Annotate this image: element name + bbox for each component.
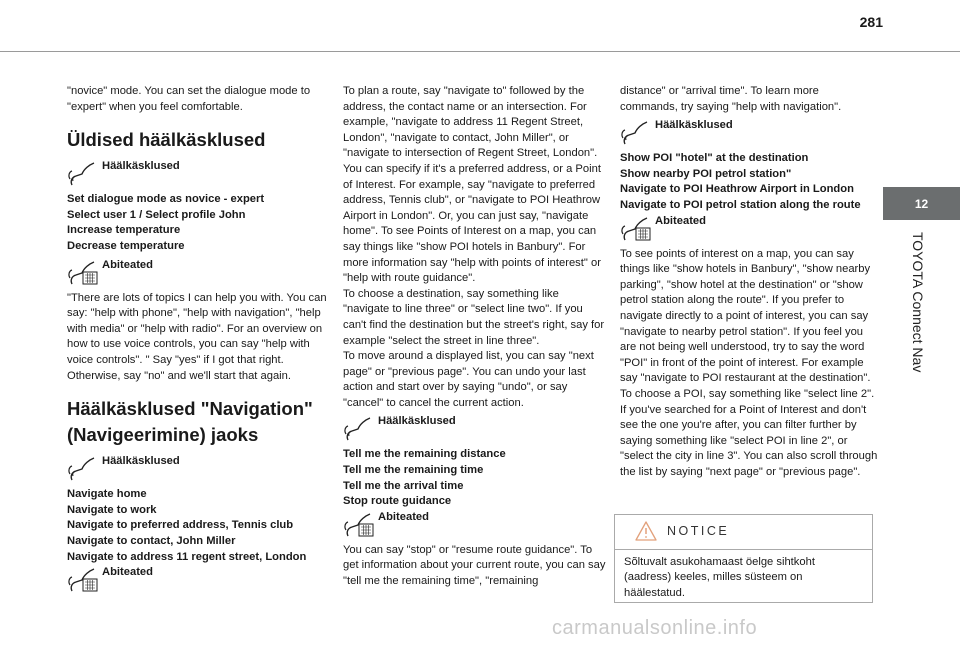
help-text: To choose a POI, say something like "select line 2". If you've searched for a Point of Interest and don't see the one you're after, you can filter further by saying something like "select POI in line 2", or "select the city in line 3". You can also scroll through the list by saying "next page" or "previous page". [620, 387, 878, 478]
help-text: "There are lots of topics I can help you with. You can say: "help with phone", "help with navigation", "help with media" or "help with radio". For an overview on how to use voice controls, you can say "help with voice controls". " Say "yes" if I got that right. Otherwise, say "no" and we'll start that again. [67, 291, 327, 382]
voice-command-icon [343, 414, 376, 442]
chapter-tab: 12 [883, 187, 960, 220]
command-item: Navigate to address 11 regent street, London [67, 550, 307, 563]
command-item: Navigate to POI Heathrow Airport in London [620, 183, 854, 196]
watermark: carmanualsonline.info [552, 617, 758, 639]
command-list [620, 151, 878, 213]
voice-command-icon [67, 454, 100, 482]
help-messages-row [343, 510, 607, 538]
column-2 [343, 84, 607, 590]
command-item: Navigate home [67, 488, 147, 501]
help-text: You can say "stop" or "resume route guidance". To get information about your current route, you can say "tell me the remaining time", "remaining [343, 543, 606, 588]
warning-triangle-icon [635, 521, 657, 541]
notice-text: Sõltuvalt asukohamaast öelge sihtkoht (aadress) keeles, milles süsteem on häälestatud. [624, 556, 815, 599]
voice-commands-label: Häälkäsklused [378, 415, 456, 428]
page-number: 281 [859, 14, 883, 30]
command-list [67, 192, 332, 254]
notice-box [614, 514, 873, 603]
help-messages-label: Abiteated [102, 566, 153, 579]
voice-command-icon [620, 118, 653, 146]
command-item: Tell me the remaining distance [343, 448, 506, 461]
heading-navigation-commands: Häälkäsklused "Navigation" (Navigeerimine) jaoks [67, 398, 313, 446]
help-messages-label: Abiteated [102, 258, 153, 271]
voice-command-icon [67, 159, 100, 187]
heading-general-commands: Üldised häälkäsklused [67, 129, 266, 151]
help-messages-icon [343, 510, 376, 538]
body-text: To move around a displayed list, you can say "next page" or "previous page". You can undo your last action and start over by saying "undo", or say "cancel" to cancel the current action. [343, 350, 594, 409]
command-item: Show POI "hotel" at the destination [620, 152, 809, 165]
body-text: To choose a destination, say something like "navigate to line three" or "select line two". If you can't find the destination but the street's right, say for example "select the street in line three". [343, 287, 605, 347]
help-messages-row [620, 214, 878, 242]
command-item: Decrease temperature [67, 239, 185, 252]
notice-title: NOTICE [667, 524, 730, 538]
help-messages-row [67, 565, 332, 593]
command-item: Tell me the remaining time [343, 464, 484, 477]
help-text: To see points of interest on a map, you can say things like "show hotels in Banbury", "show nearby parking", "show hotel at the destination" or "show petrol station along the route". If you prefer to navigate directly to a point of interest, you can say "navigate to nearby petrol station". If you feel you are not being well understood, try to say the word "POI" in front of the point of interest. For example say "navigate to POI restaurant at the destination". [620, 247, 871, 385]
column-3 [620, 84, 878, 480]
command-item: Tell me the arrival time [343, 479, 464, 492]
command-item: Set dialogue mode as novice - expert [67, 193, 265, 206]
help-messages-row [67, 258, 332, 286]
voice-commands-label: Häälkäsklused [655, 119, 733, 132]
command-item: Navigate to work [67, 503, 157, 516]
command-list [343, 447, 607, 509]
help-messages-label: Abiteated [655, 214, 706, 227]
command-item: Increase temperature [67, 224, 181, 237]
command-list [67, 487, 332, 565]
help-messages-icon [620, 214, 653, 242]
side-title: TOYOTA Connect Nav [910, 232, 926, 373]
voice-commands-row [67, 159, 332, 187]
command-item: Show nearby POI petrol station" [620, 167, 792, 180]
command-item: Navigate to contact, John Miller [67, 534, 236, 547]
intro-text: "novice" mode. You can set the dialogue mode to "expert" when you feel comfortable. [67, 85, 311, 113]
command-item: Select user 1 / Select profile John [67, 208, 246, 221]
top-rule [0, 51, 960, 52]
voice-commands-label: Häälkäsklused [102, 160, 180, 173]
voice-commands-label: Häälkäsklused [102, 455, 180, 468]
help-messages-icon [67, 258, 100, 286]
body-text: To plan a route, say "navigate to" followed by the address, the contact name or an intersection. For example, "navigate to address 11 Regent Street, London", "navigate to contact, John Miller", or "navigate to intersection of Regent Street, London". You can specify if it's a preferred address, or a Point of Interest. For example, say "navigate to preferred address, Tennis club", or "navigate to POI Heathrow Airport in London". Or, you can just say, "navigate home". To see Points of Interest on a map, you can say things like "show POI hotels in Banbury". For more information say "help with points of interest" or "help with route guidance". [343, 85, 601, 285]
help-messages-label: Abiteated [378, 510, 429, 523]
command-item: Stop route guidance [343, 495, 452, 508]
column-1 [67, 84, 332, 598]
help-messages-icon [67, 565, 100, 593]
notice-header [615, 515, 872, 541]
command-item: Navigate to preferred address, Tennis club [67, 519, 294, 532]
voice-commands-row [343, 414, 607, 442]
body-text: distance" or "arrival time". To learn more commands, try saying "help with navigation". [620, 85, 842, 113]
voice-commands-row [67, 454, 332, 482]
command-item: Navigate to POI petrol station along the route [620, 198, 861, 211]
voice-commands-row [620, 118, 878, 146]
